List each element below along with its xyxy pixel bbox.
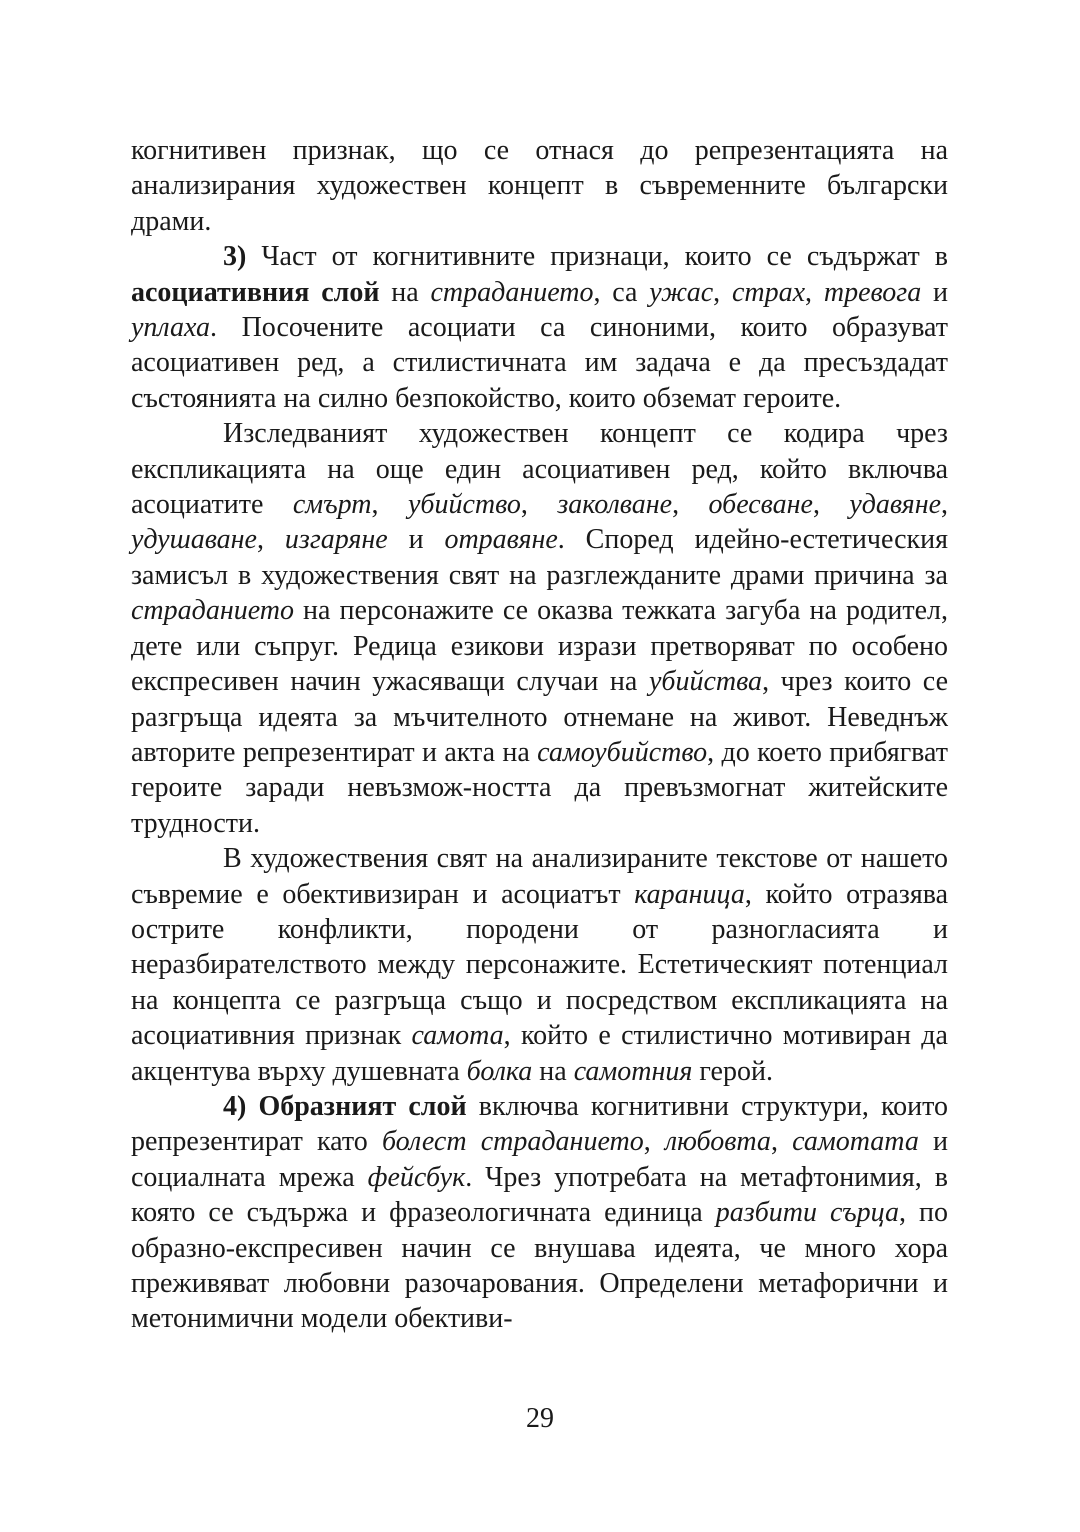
italic-term: болка (466, 1055, 533, 1087)
text-run: и (921, 276, 948, 308)
text-run: В художествения свят на анализираните текстове от нашето съвремие е обективизиран и асоциатът (131, 843, 948, 910)
bold-term: асоциативния слой (131, 276, 380, 308)
text-run: , който отразява острите конфликти, породени от разногласията и неразбирателството между персонажите. Естетическият потенциал на концепта се разгръща също и посредством експликацията на асоциативния признак (131, 878, 949, 1052)
italic-term: разбити сърца (715, 1197, 899, 1229)
text-run: , (713, 276, 732, 308)
text-run: , (941, 489, 949, 521)
italic-term: страданието (131, 595, 294, 627)
italic-term: страх (731, 276, 806, 308)
italic-term: самотния (573, 1055, 693, 1087)
text-run: на (532, 1055, 574, 1087)
italic-term: любовта (664, 1126, 771, 1158)
text-run: , (812, 489, 850, 521)
italic-term: болест страданието (381, 1126, 644, 1158)
text-run: , (257, 524, 285, 556)
text-run: , (805, 276, 824, 308)
paragraph-4 (131, 841, 948, 1089)
text-run: и социалната мрежа (131, 1126, 948, 1193)
text-run: , (520, 489, 558, 521)
paragraph-5 (131, 1089, 948, 1337)
text-run: Изследваният художествен концепт се кодира чрез експликацията на още един асоциативен ред, който включва асоциатите (131, 418, 948, 521)
italic-term: заколване (557, 489, 673, 521)
italic-term: обесване (708, 489, 813, 521)
text-run: включва когнитивни структури, които репрезентират като (131, 1090, 948, 1158)
italic-term: самотата (792, 1126, 919, 1158)
text-run: , (672, 489, 709, 521)
text-run: герой. (692, 1055, 773, 1087)
italic-term: ужас (649, 276, 714, 308)
italic-term: самоубийство (537, 736, 708, 768)
italic-term: отравяне (444, 524, 558, 556)
text-run: , са (593, 276, 650, 308)
text-run: , по образно-експресивен начин се внушава идеята, че много хора преживяват любовни разочарования. Определени метафорични и метонимични модели обективи- (131, 1197, 949, 1335)
text-run: на (379, 276, 431, 308)
italic-term: караница (634, 878, 745, 910)
text-run: когнитивен признак, що се отнася до репрезентацията на анализирания художествен концепт в съвременните български драми. (131, 135, 948, 237)
text-run: , (770, 1126, 793, 1158)
text-run: Част от когнитивните признаци, които се съдържат в (246, 241, 948, 273)
italic-term: изгаряне (284, 524, 388, 556)
text-run: . Чрез употребата на метафтонимия, в която се съдържа и фразеологичната единица (131, 1161, 948, 1229)
document-body (131, 133, 948, 1337)
text-run: , до което прибягват героите заради невъзмож-ността да превъзмогнат житейските трудности. (131, 736, 948, 839)
text-run: на персонажите се оказва тежката загуба на родител, дете или съпруг. Редица езикови изрази претворяват по особено експресивен начин ужасяващи случаи на (131, 595, 948, 698)
text-run: , (371, 489, 408, 521)
text-run: , който е стилистично мотивиран да акцентува върху душевната (131, 1020, 948, 1087)
bold-term: 4) Образният слой (223, 1090, 467, 1122)
italic-term: убийство (407, 489, 521, 521)
italic-term: фейсбук (367, 1161, 466, 1193)
italic-term: тревога (823, 276, 922, 308)
italic-term: убийства (648, 666, 763, 698)
bold-term: 3) (223, 241, 247, 273)
paragraph-1 (131, 133, 948, 239)
italic-term: смърт (292, 489, 372, 521)
paragraph-2 (131, 239, 948, 416)
text-run: . Посочените асоциати са синоними, които образуват асоциативен ред, а стилистичната им задача е да пресъздадат състоянията на силно безпокойство, които обземат героите. (131, 312, 948, 414)
italic-term: удавяне (849, 489, 942, 521)
text-run: и (387, 524, 445, 556)
paragraph-3 (131, 416, 948, 841)
italic-term: самота (411, 1020, 504, 1052)
italic-term: уплаха (131, 312, 211, 344)
italic-term: удушаване (131, 524, 257, 556)
page-number: 29 (526, 1403, 554, 1434)
text-run: . Според идейно-естетическия замисъл в художествения свят на разглежданите драми причина за (131, 524, 949, 591)
italic-term: страданието (430, 276, 594, 308)
text-run: , чрез които се разгръща идеята за мъчителното отнемане на живот. Неведнъж авторите репрезентират и акта на (131, 666, 948, 768)
text-run: , (643, 1126, 665, 1158)
